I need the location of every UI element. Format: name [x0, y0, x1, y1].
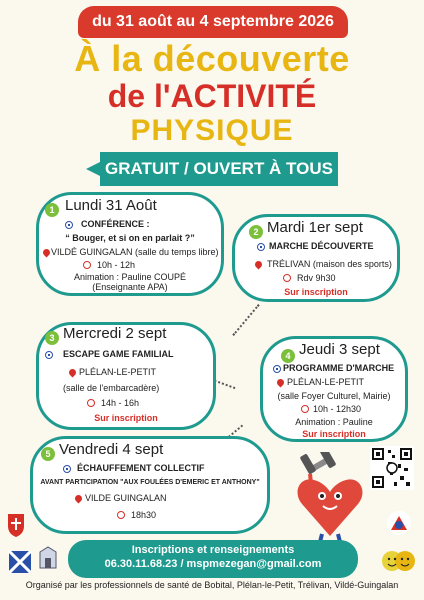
event-day: Jeudi 3 sept [299, 341, 380, 358]
event-card-5 [30, 436, 270, 534]
heart-mascot-illustration [290, 452, 370, 542]
qr-code[interactable] [370, 446, 414, 490]
clock-icon [301, 405, 309, 413]
event-card-2 [232, 214, 400, 302]
event-time: Rdv 9h30 [297, 273, 336, 283]
location-pin-icon [74, 494, 84, 504]
event-note-2: (Enseignante APA) [92, 282, 168, 292]
location-pin-icon [42, 248, 52, 258]
event-activity: PROGRAMME D'MARCHE [283, 363, 395, 373]
target-icon [63, 465, 71, 473]
event-number: 2 [249, 225, 263, 239]
banner-tip [86, 162, 100, 176]
event-day: Vendredi 4 sept [59, 441, 164, 458]
event-number: 5 [41, 447, 55, 461]
contact-banner [68, 540, 358, 578]
event-activity: ÉCHAUFFEMENT COLLECTIF [77, 463, 205, 473]
clock-icon [87, 399, 95, 407]
event-place: PLÉLAN-LE-PETIT [287, 377, 365, 387]
event-place-detail: (salle Foyer Culturel, Mairie) [277, 391, 391, 401]
event-time: 14h - 16h [101, 398, 140, 408]
clock-icon [83, 261, 91, 269]
event-card-1 [36, 192, 224, 296]
municipal-crest-logo [6, 512, 26, 538]
free-banner: GRATUIT / OUVERT À TOUS [100, 152, 338, 186]
target-icon [273, 365, 281, 373]
smiley-logo [380, 546, 416, 576]
event-day: Mercredi 2 sept [63, 325, 167, 342]
title-line-3: PHYSIQUE [130, 114, 294, 147]
event-note: Animation : Pauline COUPÉ [73, 272, 187, 282]
event-number: 1 [45, 203, 59, 217]
contact-title: Inscriptions et renseignements [131, 544, 295, 556]
event-time: 18h30 [131, 510, 157, 520]
clock-icon [117, 511, 125, 519]
event-place: PLÉLAN-LE-PETIT [79, 367, 157, 377]
contact-details[interactable]: 06.30.11.68.23 / mspmezegan@gmail.com [104, 558, 322, 570]
event-card-4 [260, 336, 408, 442]
event-place: VILDE GUINGALAN [85, 493, 167, 503]
event-subtitle: AVANT PARTICIPATION "AUX FOULÉES D'EMERIC ET ANTHONY" [40, 479, 260, 486]
target-icon [65, 221, 73, 229]
location-pin-icon [276, 378, 286, 388]
event-card-3 [36, 322, 216, 430]
event-note: Animation : Pauline [295, 417, 373, 427]
target-icon [45, 351, 53, 359]
event-activity: ESCAPE GAME FAMILIAL [63, 349, 174, 359]
town-logo [38, 546, 58, 574]
footprints-path [232, 304, 259, 336]
target-icon [257, 243, 265, 251]
event-activity: MARCHE DÉCOUVERTE [269, 241, 374, 251]
event-subtitle: “ Bouger, et si on en parlait ?” [65, 233, 195, 243]
event-activity: CONFÉRENCE : [81, 219, 150, 229]
event-number: 4 [281, 349, 295, 363]
event-place: TRÉLIVAN (maison des sports) [267, 259, 392, 269]
registration-note: Sur inscription [94, 413, 158, 423]
location-pin-icon [68, 368, 78, 378]
dates-banner: du 31 août au 4 septembre 2026 [78, 6, 348, 38]
event-day: Mardi 1er sept [267, 219, 363, 236]
partner-logo [386, 510, 412, 536]
title-line-1: À la découverte [74, 38, 350, 79]
coat-of-arms-logo [8, 550, 32, 574]
event-place-detail: (salle de l'embarcadère) [63, 383, 160, 393]
event-time: 10h - 12h [97, 260, 136, 270]
registration-note: Sur inscription [284, 287, 348, 297]
event-time: 10h - 12h30 [313, 404, 362, 414]
event-number: 3 [45, 331, 59, 345]
registration-note: Sur inscription [302, 429, 366, 439]
title-line-2: de l'ACTIVITÉ [107, 78, 317, 114]
location-pin-icon [254, 260, 264, 270]
clock-icon [283, 274, 291, 282]
event-day: Lundi 31 Août [65, 197, 157, 214]
event-place: VILDÉ GUINGALAN (salle du temps libre) [51, 247, 219, 257]
organizers-text: Organisé par les professionnels de santé de Bobital, Plélan-le-Petit, Trélivan, Vildé-Guingalan [25, 580, 399, 590]
